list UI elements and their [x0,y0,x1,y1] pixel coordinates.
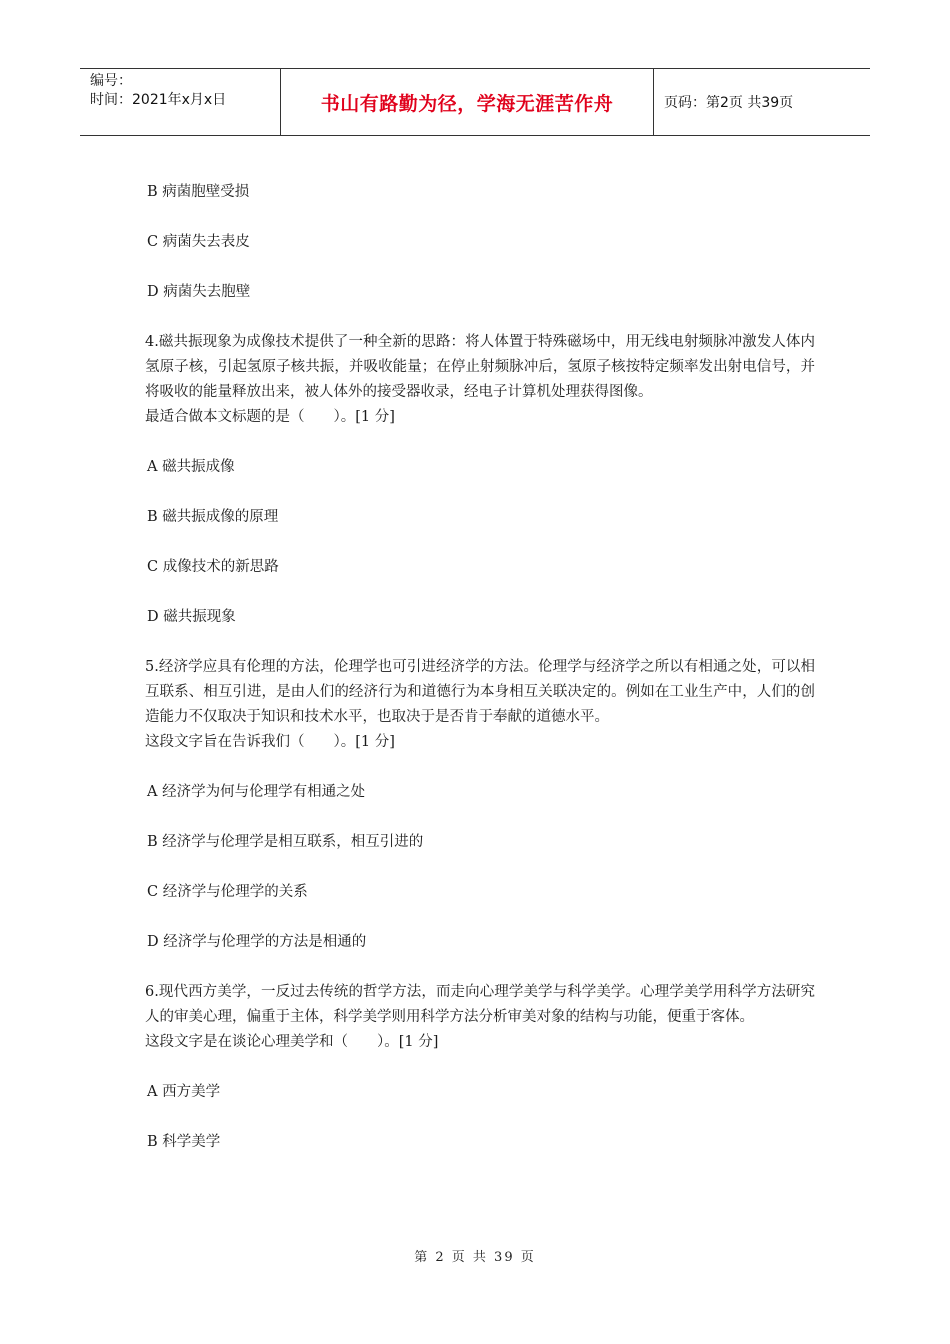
header-meta [80,69,281,135]
header-motto: 书山有路勤为径，学海无涯苦作舟 [281,69,654,135]
q6-text: 6.现代西方美学，一反过去传统的哲学方法，而走向心理学美学与科学美学。心理学美学用科学方法研究人的审美心理，偏重于主体，科学美学则用科学方法分析审美对象的结构与功能，便重于客体。 [145,984,815,1025]
q4-option-a: A 磁共振成像 [147,459,235,475]
q6-option-a: A 西方美学 [147,1084,221,1100]
q6-prompt: 这段文字是在谈论心理美学和（ ）。[1 分] [145,1034,439,1050]
page-footer: 第 2 页 共 39 页 [414,1250,536,1265]
q3-option-d: D 病菌失去胞壁 [147,284,251,300]
q4-option-b: B 磁共振成像的原理 [147,509,279,525]
q4-prompt: 最适合做本文标题的是（ ）。[1 分] [145,409,395,425]
q6-option-b: B 科学美学 [147,1134,221,1150]
document-body [145,180,815,1180]
page-header [80,68,870,136]
q5-text: 5.经济学应具有伦理的方法，伦理学也可引进经济学的方法。伦理学与经济学之所以有相通之处，可以相互联系、相互引进，是由人们的经济行为和道德行为本身相互关联决定的。例如在工业生产中，人们的创造能力不仅取决于知识和技术水平，也取决于是否肯于奉献的道德水平。 [145,659,815,725]
q5-option-b: B 经济学与伦理学是相互联系，相互引进的 [147,834,424,850]
number-label: 编号： [90,73,132,89]
header-page-label: 页码：第2页 共39页 [664,95,794,111]
q3-option-b: B 病菌胞壁受损 [147,184,250,200]
q5-option-c: C 经济学与伦理学的关系 [147,884,308,900]
q5-prompt: 这段文字旨在告诉我们（ ）。[1 分] [145,734,395,750]
time-label: 时间：2021年x月x日 [90,92,227,108]
q3-option-c: C 病菌失去表皮 [147,234,250,250]
q5-option-d: D 经济学与伦理学的方法是相通的 [147,934,367,950]
q4-option-d: D 磁共振现象 [147,609,236,625]
q4-text: 4.磁共振现象为成像技术提供了一种全新的思路：将人体置于特殊磁场中，用无线电射频脉冲激发人体内氢原子核，引起氢原子核共振，并吸收能量；在停止射频脉冲后，氢原子核按特定频率发出射电信号，并将吸收的能量释放出来，被人体外的接受器收录，经电子计算机处理获得图像。 [145,334,815,400]
q4-option-c: C 成像技术的新思路 [147,559,279,575]
q5-option-a: A 经济学为何与伦理学有相通之处 [147,784,366,800]
